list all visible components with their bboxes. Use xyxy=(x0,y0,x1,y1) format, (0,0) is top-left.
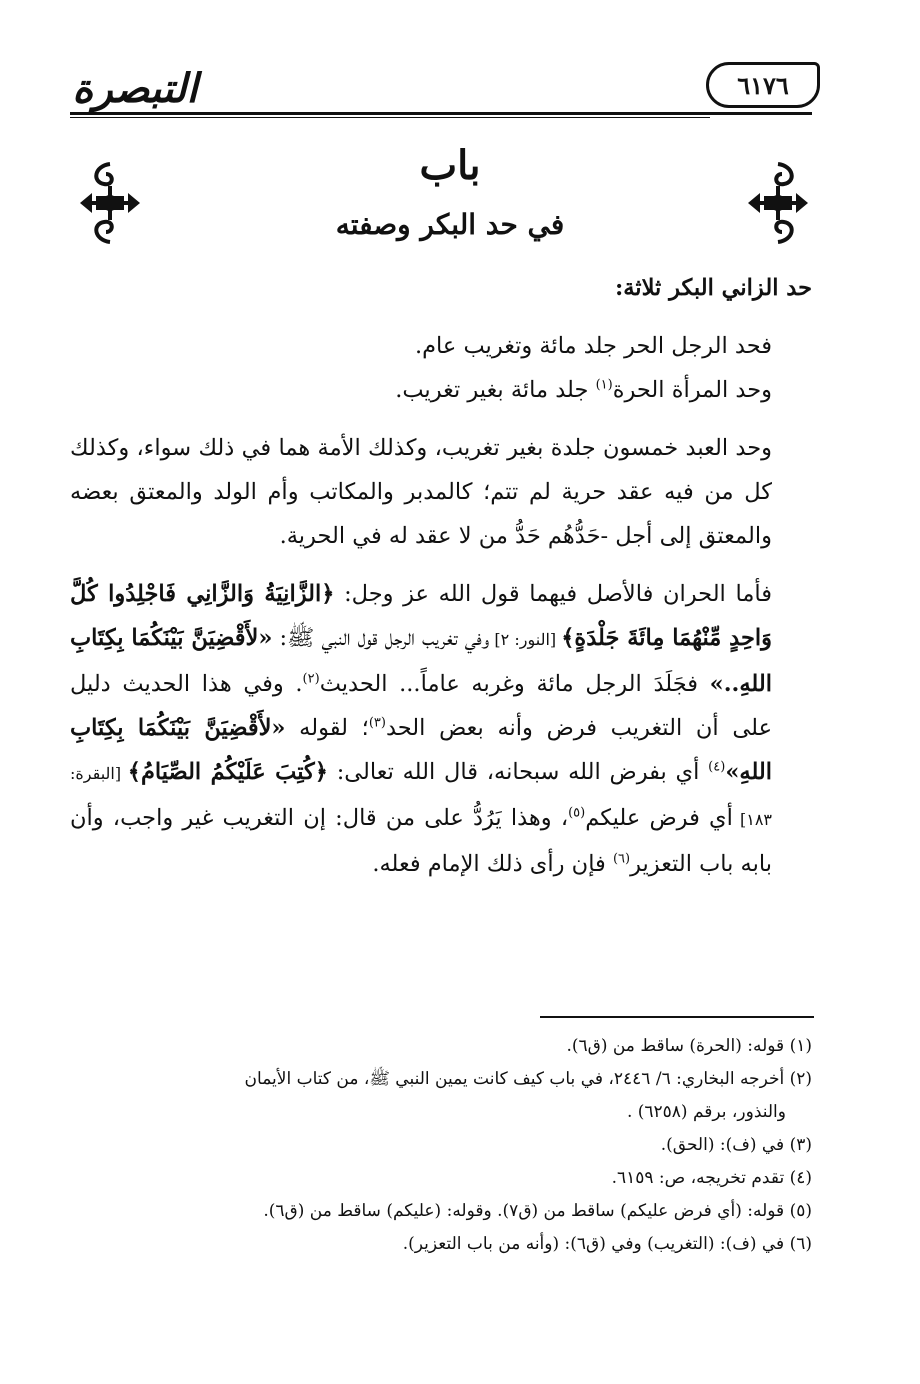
scroll-ornament-icon xyxy=(742,160,814,246)
body-line-2 xyxy=(70,368,812,412)
paragraph-1: وحد العبد خمسون جلدة بغير تغريب، وكذلك الأمة هما في ذلك سواء، وكذلك كل من فيه عقد حرية لم تتم؛ كالمدبر والمكاتب وأم الولد والمعتق بعضه والمعتق إلى أجل -حَدُّهُم حَدُّ من لا عقد له في الحرية. xyxy=(70,435,772,549)
paragraph-2-text-c: فجَلَدَ الرجل مائة وغربه عاماً... الحديث xyxy=(319,671,710,697)
paragraph-2-text-g: أي فرض عليكم xyxy=(585,805,733,831)
footnote-marker-4: (٤) xyxy=(708,759,726,775)
footnote-1: (١) قوله: (الحرة) ساقط من (ق٦). xyxy=(566,1036,812,1056)
quran-verse-1: ﴿الزَّانِيَةُ وَالزَّانِي فَاجْلِدُوا كُلَّ وَاحِدٍ مِّنْهُمَا مِائَةَ جَلْدَةٍ﴾ xyxy=(70,581,773,651)
body-line-1: فحد الرجل الحر جلد مائة وتغريب عام. xyxy=(414,333,772,359)
scroll-ornament-icon xyxy=(74,160,146,246)
footnotes xyxy=(70,1030,812,1261)
chapter-word: باب xyxy=(419,142,481,189)
footnote-2-continued: والنذور، برقم (٦٢٥٨) . xyxy=(626,1102,786,1122)
paragraph-2-text-i: فإن رأى ذلك الإمام فعله. xyxy=(372,851,613,877)
paragraph-2-text-f: أي بفرض الله سبحانه، قال الله تعالى: xyxy=(327,759,709,785)
paragraph-2-text-h: ، وهذا يَرُدُّ على من قال: إن التغريب غير واجب، وأن بابه باب التعزير xyxy=(70,805,772,877)
verse-ref-2: [البقرة: ١٨٣] xyxy=(70,764,773,829)
book-title: التبصرة xyxy=(72,65,198,112)
lead-line: حد الزاني البكر ثلاثة: xyxy=(614,275,812,301)
body-line-2-text-b: جلد مائة بغير تغريب. xyxy=(395,377,596,403)
paragraph-2-text-e: ؛ لقوله xyxy=(285,715,369,741)
verse-ref-1: [النور: ٢] xyxy=(489,630,562,649)
footnote-6: (٦) في (ف): (التغريب) وفي (ق٦): (وأنه من باب التعزير). xyxy=(402,1234,812,1254)
page-number-badge: ٦١٧٦ xyxy=(706,62,820,108)
body-text xyxy=(70,266,812,886)
paragraph-2 xyxy=(70,572,812,886)
footnote-rule xyxy=(540,1016,814,1018)
paragraph-2-text-a: فأما الحران فالأصل فيهما قول الله عز وجل: xyxy=(334,581,772,607)
body-line-2-text-a: وحد المرأة الحرة xyxy=(612,377,772,403)
footnote-marker-2: (٢) xyxy=(302,671,320,687)
hadith-quote-2: «لأَقْضِيَنَّ بَيْنَكُمَا بِكِتَابِ اللهِ» xyxy=(70,715,772,785)
footnote-4: (٤) تقدم تخريجه، ص: ٦١٥٩. xyxy=(611,1168,812,1188)
header-rule-thin xyxy=(70,117,710,118)
footnote-5: (٥) قوله: (أي فرض عليكم) ساقط من (ق٧). وقوله: (عليكم) ساقط من (ق٦). xyxy=(263,1201,812,1221)
footnote-marker-1: (١) xyxy=(595,377,613,393)
paragraph-2-text-d: . وفي هذا الحديث دليل على أن التغريب فرض وأنه بعض الحد xyxy=(70,671,772,741)
header-rule xyxy=(70,112,812,115)
footnote-marker-5: (٥) xyxy=(568,805,586,821)
footnote-2: (٢) أخرجه البخاري: ٦/ ٢٤٤٦، في باب كيف كانت يمين النبي ﷺ، من كتاب الأيمان xyxy=(244,1069,812,1089)
footnote-marker-3: (٣) xyxy=(368,715,386,731)
chapter-title: في حد البكر وصفته xyxy=(335,208,565,241)
footnote-3: (٣) في (ف): (الحق). xyxy=(660,1135,812,1155)
hadith-quote-1: «لأَقْضِيَنَّ بَيْنَكُمَا بِكِتَابِ اللهِ..» xyxy=(70,625,772,697)
footnote-marker-6: (٦) xyxy=(612,851,631,867)
quran-verse-2: ﴿كُتِبَ عَلَيْكُمُ الصِّيَامُ﴾ xyxy=(127,759,328,785)
paragraph-2-text-b: وفي تغريب الرجل قول النبي ﷺ: xyxy=(272,625,490,651)
